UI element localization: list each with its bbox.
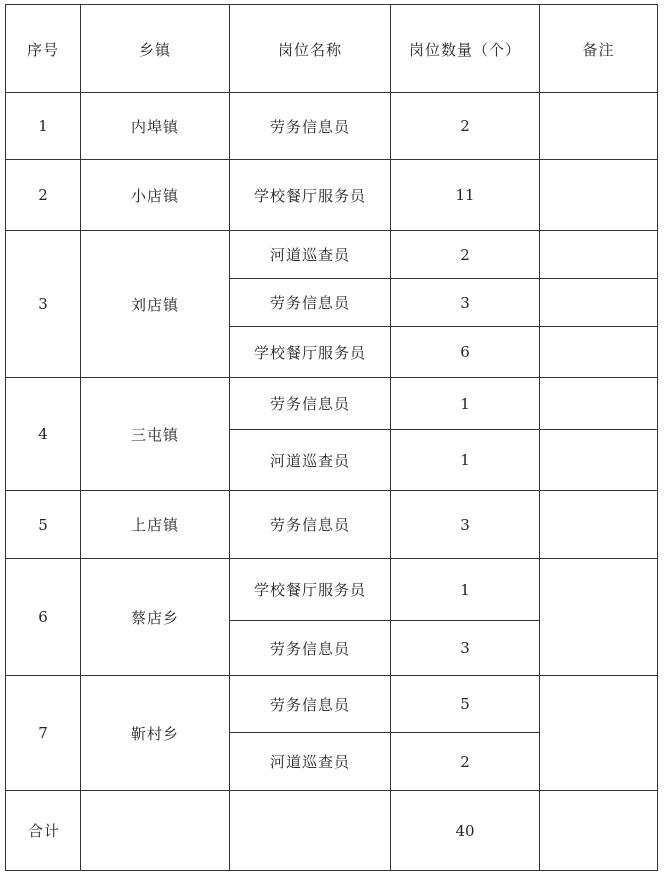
row-position: 学校餐厅服务员 bbox=[230, 327, 391, 378]
row-index: 6 bbox=[6, 559, 81, 676]
row-count: 6 bbox=[391, 327, 540, 378]
total-note bbox=[540, 791, 658, 871]
row-count: 2 bbox=[391, 231, 540, 279]
header-position: 岗位名称 bbox=[230, 5, 391, 93]
row-position: 劳务信息员 bbox=[230, 378, 391, 430]
header-note: 备注 bbox=[540, 5, 658, 93]
header-row bbox=[6, 5, 658, 93]
row-count: 11 bbox=[391, 160, 540, 231]
row-note bbox=[540, 327, 658, 378]
total-count: 40 bbox=[391, 791, 540, 871]
total-label: 合计 bbox=[6, 791, 81, 871]
row-index: 5 bbox=[6, 491, 81, 559]
row-note bbox=[540, 279, 658, 327]
row-index: 7 bbox=[6, 676, 81, 791]
row-count: 1 bbox=[391, 430, 540, 491]
row-position: 劳务信息员 bbox=[230, 279, 391, 327]
row-count: 2 bbox=[391, 733, 540, 791]
header-index: 序号 bbox=[6, 5, 81, 93]
row-position: 学校餐厅服务员 bbox=[230, 559, 391, 621]
table-row bbox=[6, 231, 658, 279]
header-town: 乡镇 bbox=[81, 5, 230, 93]
row-index: 1 bbox=[6, 93, 81, 160]
table-row bbox=[6, 160, 658, 231]
row-count: 3 bbox=[391, 279, 540, 327]
row-count: 3 bbox=[391, 621, 540, 676]
row-index: 2 bbox=[6, 160, 81, 231]
row-town: 小店镇 bbox=[81, 160, 230, 231]
row-note bbox=[540, 378, 658, 430]
row-note bbox=[540, 93, 658, 160]
row-town: 内埠镇 bbox=[81, 93, 230, 160]
row-count: 3 bbox=[391, 491, 540, 559]
row-town: 靳村乡 bbox=[81, 676, 230, 791]
table-row bbox=[6, 491, 658, 559]
row-town: 蔡店乡 bbox=[81, 559, 230, 676]
row-position: 河道巡查员 bbox=[230, 733, 391, 791]
table-row bbox=[6, 378, 658, 430]
row-position: 劳务信息员 bbox=[230, 676, 391, 733]
row-count: 2 bbox=[391, 93, 540, 160]
total-town bbox=[81, 791, 230, 871]
positions-table bbox=[5, 4, 658, 871]
row-position: 学校餐厅服务员 bbox=[230, 160, 391, 231]
row-position: 河道巡查员 bbox=[230, 430, 391, 491]
row-index: 3 bbox=[6, 231, 81, 378]
row-note bbox=[540, 676, 658, 791]
table-row bbox=[6, 676, 658, 733]
table-row bbox=[6, 93, 658, 160]
header-count: 岗位数量（个） bbox=[391, 5, 540, 93]
total-position bbox=[230, 791, 391, 871]
row-note bbox=[540, 559, 658, 676]
row-note bbox=[540, 491, 658, 559]
row-town: 刘店镇 bbox=[81, 231, 230, 378]
row-position: 劳务信息员 bbox=[230, 621, 391, 676]
row-note bbox=[540, 430, 658, 491]
table-row bbox=[6, 559, 658, 621]
row-position: 劳务信息员 bbox=[230, 491, 391, 559]
row-note bbox=[540, 231, 658, 279]
row-town: 三屯镇 bbox=[81, 378, 230, 491]
row-index: 4 bbox=[6, 378, 81, 491]
row-count: 1 bbox=[391, 559, 540, 621]
row-position: 劳务信息员 bbox=[230, 93, 391, 160]
total-row bbox=[6, 791, 658, 871]
row-town: 上店镇 bbox=[81, 491, 230, 559]
row-position: 河道巡查员 bbox=[230, 231, 391, 279]
row-note bbox=[540, 160, 658, 231]
row-count: 5 bbox=[391, 676, 540, 733]
row-count: 1 bbox=[391, 378, 540, 430]
